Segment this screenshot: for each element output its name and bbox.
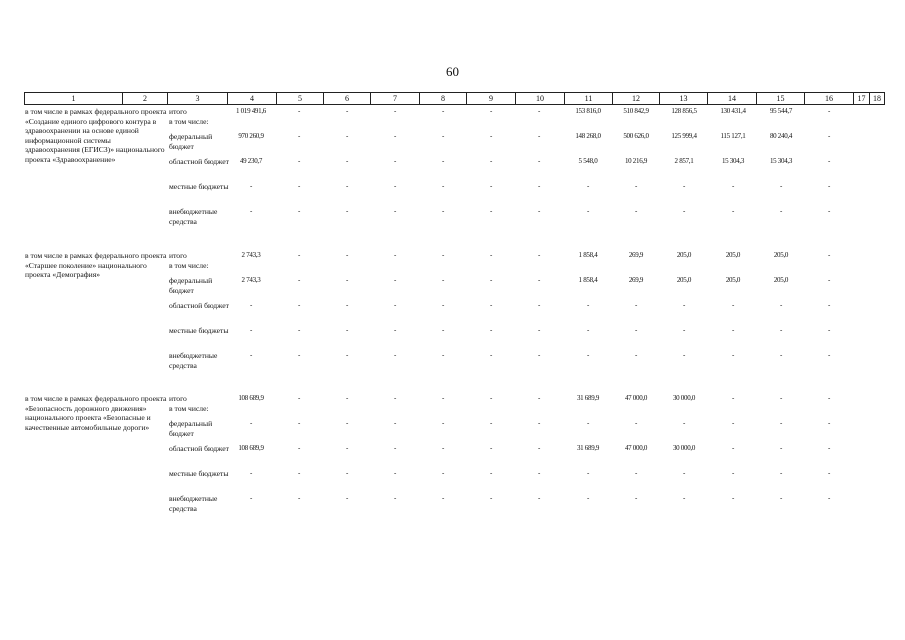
table-cell: 15 304,3 — [721, 157, 745, 165]
table-cell: 49 230,7 — [239, 157, 263, 165]
table-cell: - — [441, 107, 445, 115]
table-cell: - — [537, 301, 541, 309]
table-cell: - — [297, 207, 301, 215]
table-cell: - — [393, 469, 397, 477]
row-label: внебюджетные средства — [169, 351, 218, 370]
table-cell: - — [827, 494, 831, 502]
table-cell: - — [345, 132, 349, 140]
table-cell: - — [441, 351, 445, 359]
table-cell: - — [393, 276, 397, 284]
table-cell: - — [297, 494, 301, 502]
page-number: 60 — [446, 64, 459, 79]
header-col-15: 15 — [757, 93, 805, 104]
table-cell: - — [345, 251, 349, 259]
table-cell: - — [345, 326, 349, 334]
table-cell: - — [345, 207, 349, 215]
table-cell: - — [537, 444, 541, 452]
table-header-row — [24, 92, 885, 105]
table-cell: - — [441, 132, 445, 140]
table-cell: - — [827, 469, 831, 477]
block-description: в том числе в рамках федерального проекта «Безопасность дорожного движения» национального проекта «Безопасные и качественные автомобильные дороги» — [25, 394, 167, 432]
table-row — [0, 182, 905, 206]
header-col-3: 3 — [168, 93, 228, 104]
table-cell: - — [297, 276, 301, 284]
table-cell: 148 268,0 — [575, 132, 601, 140]
table-cell: - — [586, 419, 590, 427]
header-col-11: 11 — [565, 93, 613, 104]
table-cell: - — [297, 132, 301, 140]
table-cell: - — [441, 326, 445, 334]
table-cell: - — [634, 207, 638, 215]
table-cell: - — [827, 419, 831, 427]
table-cell: - — [682, 469, 686, 477]
table-cell: - — [779, 301, 783, 309]
table-cell: 30 000,0 — [672, 444, 696, 452]
row-label: местные бюджеты — [169, 182, 229, 191]
table-cell: - — [779, 351, 783, 359]
table-cell: 510 842,9 — [623, 107, 649, 115]
table-cell: - — [345, 301, 349, 309]
table-cell: - — [489, 157, 493, 165]
table-cell: - — [682, 207, 686, 215]
row-label: федеральный бюджет — [169, 419, 213, 438]
table-cell: - — [393, 419, 397, 427]
table-cell: - — [827, 207, 831, 215]
table-cell: 205,0 — [773, 251, 789, 259]
table-cell: - — [393, 494, 397, 502]
table-cell: - — [537, 207, 541, 215]
header-col-5: 5 — [277, 93, 324, 104]
row-label: федеральный бюджет — [169, 276, 213, 295]
row-label: итого в том числе: — [169, 107, 209, 126]
table-cell: - — [779, 494, 783, 502]
table-cell: - — [489, 494, 493, 502]
table-cell: - — [537, 394, 541, 402]
row-label: местные бюджеты — [169, 326, 229, 335]
table-cell: 1 858,4 — [578, 276, 598, 284]
table-cell: - — [489, 207, 493, 215]
row-label: областной бюджет — [169, 444, 229, 453]
table-cell: 2 857,1 — [674, 157, 694, 165]
table-row — [0, 494, 905, 518]
table-cell: - — [537, 107, 541, 115]
table-cell: - — [441, 207, 445, 215]
table-cell: - — [489, 444, 493, 452]
header-col-6: 6 — [324, 93, 371, 104]
table-row — [0, 301, 905, 325]
table-cell: - — [441, 182, 445, 190]
table-cell: - — [393, 182, 397, 190]
table-cell: - — [489, 419, 493, 427]
table-cell: - — [682, 326, 686, 334]
table-cell: - — [827, 301, 831, 309]
table-cell: 108 689,9 — [238, 394, 264, 402]
table-row — [0, 276, 905, 300]
table-cell: - — [297, 251, 301, 259]
table-row — [0, 326, 905, 350]
table-cell: - — [779, 182, 783, 190]
table-cell: - — [682, 301, 686, 309]
header-col-8: 8 — [420, 93, 467, 104]
table-cell: - — [345, 444, 349, 452]
table-cell: - — [731, 494, 735, 502]
table-cell: - — [249, 351, 253, 359]
table-cell: - — [297, 182, 301, 190]
table-cell: - — [441, 494, 445, 502]
table-cell: - — [489, 276, 493, 284]
table-cell: - — [249, 419, 253, 427]
table-cell: - — [537, 276, 541, 284]
table-cell: - — [441, 276, 445, 284]
table-cell: - — [249, 326, 253, 334]
table-cell: 269,9 — [628, 276, 644, 284]
table-cell: - — [537, 469, 541, 477]
table-cell: 205,0 — [773, 276, 789, 284]
header-col-1: 1 — [25, 93, 123, 104]
table-cell: - — [489, 132, 493, 140]
table-cell: 130 431,4 — [720, 107, 746, 115]
table-cell: 31 689,9 — [576, 394, 600, 402]
table-cell: - — [827, 182, 831, 190]
table-cell: - — [634, 469, 638, 477]
table-cell: 205,0 — [725, 251, 741, 259]
table-cell: - — [634, 494, 638, 502]
table-cell: - — [345, 107, 349, 115]
table-cell: - — [393, 301, 397, 309]
header-col-10: 10 — [516, 93, 565, 104]
table-cell: - — [586, 469, 590, 477]
block-description: в том числе в рамках федерального проекта «Создание единого цифрового контура в здравоохранении на основе единой информационной системы здравоохранения (ЕГИСЗ)» национального проекта «Здравоохранение» — [25, 107, 167, 164]
row-label: внебюджетные средства — [169, 207, 218, 226]
table-cell: 2 743,3 — [241, 276, 261, 284]
table-cell: - — [779, 207, 783, 215]
table-cell: - — [393, 107, 397, 115]
table-cell: - — [682, 351, 686, 359]
table-cell: - — [297, 107, 301, 115]
table-cell: - — [441, 251, 445, 259]
table-cell: - — [297, 419, 301, 427]
table-row — [0, 251, 905, 275]
header-col-12: 12 — [613, 93, 660, 104]
table-cell: - — [441, 301, 445, 309]
table-cell: - — [586, 301, 590, 309]
table-cell: - — [297, 301, 301, 309]
table-cell: 1 858,4 — [578, 251, 598, 259]
header-col-2: 2 — [123, 93, 168, 104]
row-label: областной бюджет — [169, 301, 229, 310]
table-cell: 115 127,1 — [720, 132, 746, 140]
table-cell: - — [537, 251, 541, 259]
row-label: итого в том числе: — [169, 394, 209, 413]
table-cell: - — [827, 276, 831, 284]
table-cell: - — [682, 182, 686, 190]
table-cell: - — [393, 326, 397, 334]
table-cell: - — [827, 326, 831, 334]
table-cell: - — [827, 394, 831, 402]
table-cell: - — [827, 157, 831, 165]
table-cell: 970 260,9 — [238, 132, 264, 140]
table-cell: - — [249, 301, 253, 309]
table-cell: 205,0 — [676, 251, 692, 259]
table-cell: - — [779, 469, 783, 477]
table-cell: - — [634, 301, 638, 309]
table-cell: 15 304,3 — [769, 157, 793, 165]
table-cell: 80 240,4 — [769, 132, 793, 140]
table-cell: 2 743,3 — [241, 251, 261, 259]
table-cell: - — [345, 394, 349, 402]
table-cell: - — [731, 326, 735, 334]
table-cell: - — [441, 157, 445, 165]
table-cell: - — [297, 394, 301, 402]
table-cell: 5 548,0 — [578, 157, 598, 165]
table-cell: 95 544,7 — [769, 107, 793, 115]
table-cell: - — [779, 326, 783, 334]
table-cell: - — [731, 444, 735, 452]
block-description: в том числе в рамках федерального проекта «Старшее поколение» национального проекта «Демография» — [25, 251, 167, 280]
table-cell: - — [489, 107, 493, 115]
table-row — [0, 444, 905, 468]
table-cell: - — [489, 326, 493, 334]
table-cell: - — [489, 182, 493, 190]
table-cell: - — [586, 351, 590, 359]
table-row — [0, 469, 905, 493]
table-cell: - — [537, 419, 541, 427]
table-cell: - — [731, 394, 735, 402]
table-cell: - — [441, 419, 445, 427]
table-cell: - — [345, 419, 349, 427]
table-cell: - — [489, 351, 493, 359]
header-col-17: 17 — [854, 93, 870, 104]
table-cell: 269,9 — [628, 251, 644, 259]
table-cell: - — [682, 419, 686, 427]
table-cell: - — [441, 394, 445, 402]
header-col-14: 14 — [708, 93, 757, 104]
table-cell: - — [537, 157, 541, 165]
table-row — [0, 207, 905, 231]
table-cell: - — [537, 132, 541, 140]
table-cell: - — [393, 207, 397, 215]
table-cell: - — [779, 419, 783, 427]
table-cell: 205,0 — [725, 276, 741, 284]
table-cell: - — [731, 351, 735, 359]
table-cell: 108 689,9 — [238, 444, 264, 452]
table-cell: - — [634, 182, 638, 190]
table-cell: - — [779, 394, 783, 402]
table-cell: - — [489, 394, 493, 402]
table-row — [0, 157, 905, 181]
table-cell: - — [249, 207, 253, 215]
table-cell: - — [634, 351, 638, 359]
table-row — [0, 419, 905, 443]
table-cell: - — [827, 251, 831, 259]
table-cell: - — [586, 207, 590, 215]
table-cell: - — [441, 469, 445, 477]
header-col-4: 4 — [228, 93, 277, 104]
table-cell: - — [731, 469, 735, 477]
table-cell: 125 999,4 — [671, 132, 697, 140]
table-cell: 1 019 491,6 — [236, 107, 266, 115]
table-cell: - — [441, 444, 445, 452]
row-label: местные бюджеты — [169, 469, 229, 478]
table-cell: - — [393, 132, 397, 140]
header-col-16: 16 — [805, 93, 854, 104]
table-row — [0, 132, 905, 156]
table-cell: 500 626,0 — [623, 132, 649, 140]
table-cell: - — [827, 132, 831, 140]
table-cell: - — [731, 419, 735, 427]
table-cell: - — [345, 494, 349, 502]
table-cell: - — [537, 182, 541, 190]
table-cell: 205,0 — [676, 276, 692, 284]
table-cell: - — [297, 326, 301, 334]
table-cell: - — [393, 157, 397, 165]
table-cell: - — [345, 276, 349, 284]
table-cell: - — [779, 444, 783, 452]
table-row — [0, 394, 905, 418]
table-cell: - — [731, 207, 735, 215]
table-cell: - — [489, 301, 493, 309]
table-cell: - — [489, 469, 493, 477]
table-cell: - — [537, 326, 541, 334]
table-cell: 31 689,9 — [576, 444, 600, 452]
row-label: федеральный бюджет — [169, 132, 213, 151]
table-cell: 10 216,9 — [624, 157, 648, 165]
table-cell: - — [345, 469, 349, 477]
table-cell: - — [537, 494, 541, 502]
row-label: итого в том числе: — [169, 251, 209, 270]
table-cell: - — [827, 107, 831, 115]
table-cell: - — [393, 351, 397, 359]
table-cell: - — [249, 469, 253, 477]
table-cell: 128 856,5 — [671, 107, 697, 115]
table-cell: - — [345, 182, 349, 190]
header-col-9: 9 — [467, 93, 516, 104]
table-cell: - — [393, 444, 397, 452]
table-cell: 47 000,0 — [624, 444, 648, 452]
table-cell: - — [393, 394, 397, 402]
table-cell: - — [586, 494, 590, 502]
table-cell: - — [297, 351, 301, 359]
table-cell: - — [345, 157, 349, 165]
table-cell: - — [249, 182, 253, 190]
header-col-7: 7 — [371, 93, 420, 104]
table-cell: - — [297, 157, 301, 165]
table-cell: - — [827, 351, 831, 359]
table-row — [0, 351, 905, 375]
table-cell: - — [586, 326, 590, 334]
table-cell: - — [586, 182, 590, 190]
table-cell: 153 816,0 — [575, 107, 601, 115]
table-cell: - — [297, 469, 301, 477]
table-row — [0, 107, 905, 131]
row-label: областной бюджет — [169, 157, 229, 166]
table-cell: 47 000,0 — [624, 394, 648, 402]
table-cell: - — [393, 251, 397, 259]
table-cell: - — [682, 494, 686, 502]
table-cell: - — [249, 494, 253, 502]
row-label: внебюджетные средства — [169, 494, 218, 513]
table-cell: - — [297, 444, 301, 452]
header-col-13: 13 — [660, 93, 708, 104]
table-cell: - — [537, 351, 541, 359]
table-cell: - — [827, 444, 831, 452]
table-cell: - — [345, 351, 349, 359]
table-cell: - — [731, 182, 735, 190]
table-cell: 30 000,0 — [672, 394, 696, 402]
header-col-18: 18 — [873, 94, 881, 103]
table-cell: - — [731, 301, 735, 309]
table-cell: - — [489, 251, 493, 259]
table-cell: - — [634, 326, 638, 334]
table-cell: - — [634, 419, 638, 427]
